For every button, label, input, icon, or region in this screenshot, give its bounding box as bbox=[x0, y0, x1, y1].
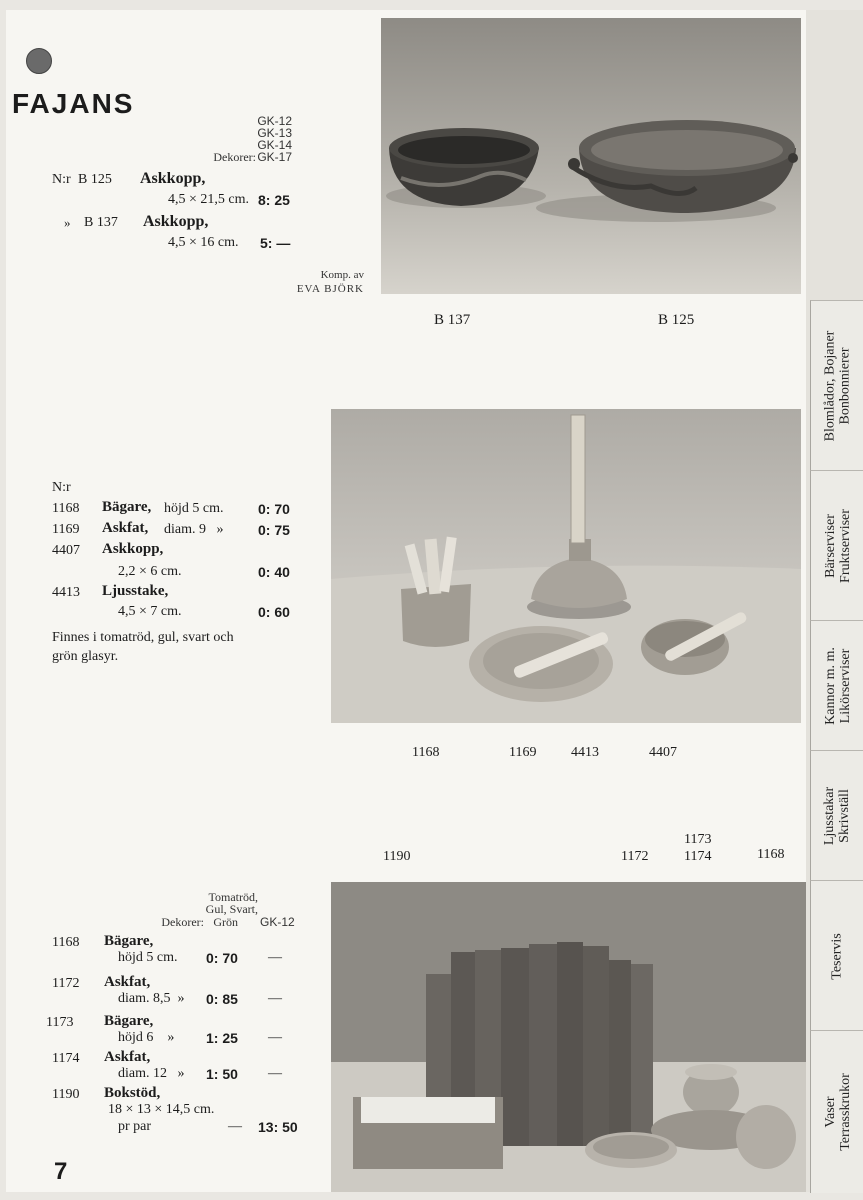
photo-caption: B 137 bbox=[434, 312, 471, 328]
item-dims: 2,2 × 6 cm. bbox=[118, 564, 182, 579]
tab-blomlador[interactable] bbox=[810, 300, 863, 471]
item-dims: 4,5 × 7 cm. bbox=[118, 604, 182, 619]
decor-color: Gul, Svart, bbox=[205, 902, 258, 916]
tab-label: Fruktserviser bbox=[837, 509, 853, 583]
photo-caption: 1168 bbox=[412, 745, 440, 760]
item-alt-price: — bbox=[268, 1066, 282, 1081]
item-alt-price: — bbox=[268, 991, 282, 1006]
credit-label: Komp. av bbox=[320, 269, 364, 281]
tab-label: Ljusstakar bbox=[822, 786, 838, 846]
item-dims: 4,5 × 21,5 cm. bbox=[168, 192, 249, 207]
item-price: 5: — bbox=[260, 235, 291, 251]
item-name: Askfat, bbox=[104, 974, 151, 990]
section-title: FAJANS bbox=[12, 88, 135, 119]
item-price: 1: 25 bbox=[206, 1030, 238, 1046]
item-name: Bokstöd, bbox=[104, 1085, 161, 1101]
decor-code: GK-13 bbox=[257, 126, 292, 140]
item-name: Bägare, bbox=[102, 499, 152, 515]
item-name: Ljusstake, bbox=[102, 583, 169, 599]
decor-label: Dekorer: bbox=[213, 150, 256, 164]
glaze-note: Finnes i tomatröd, gul, svart och bbox=[52, 630, 234, 645]
photo-bookends-set bbox=[331, 882, 806, 1192]
item-name: Askkopp, bbox=[102, 541, 164, 557]
tab-ljusstakar[interactable] bbox=[810, 750, 863, 881]
item-code: 1190 bbox=[52, 1087, 80, 1102]
nr-label: N:r bbox=[52, 480, 71, 495]
tab-barserviser[interactable] bbox=[810, 470, 863, 621]
photo-tomato-series bbox=[331, 409, 801, 723]
photo-caption: 1169 bbox=[509, 745, 537, 760]
decor-code: GK-17 bbox=[257, 150, 292, 164]
photo-caption: 4407 bbox=[649, 745, 677, 760]
decor-color: Tomatröd, bbox=[208, 890, 258, 904]
glaze-note: grön glasyr. bbox=[52, 649, 119, 664]
tab-kannor[interactable] bbox=[810, 620, 863, 751]
item-price: 0: 70 bbox=[206, 950, 238, 966]
tab-label: Kannor m. m. bbox=[822, 647, 838, 725]
tab-label: Vaser bbox=[822, 1096, 838, 1128]
item-detail: höjd 5 cm. bbox=[118, 950, 178, 965]
item-detail: diam. 8,5 » bbox=[118, 991, 185, 1006]
index-tabs bbox=[806, 10, 863, 1192]
photo-caption: 1168 bbox=[757, 847, 785, 862]
item-detail: höjd 5 cm. bbox=[164, 501, 224, 516]
item-code: 1174 bbox=[52, 1051, 80, 1066]
photo-caption: 1172 bbox=[621, 849, 649, 864]
item-alt-price: — bbox=[268, 1030, 282, 1045]
item-name: Bägare, bbox=[104, 933, 154, 949]
tab-label: Blomlådor, Bojaner bbox=[822, 330, 838, 442]
item-prefix: N:r bbox=[52, 172, 71, 187]
item-code: B 137 bbox=[84, 215, 118, 230]
tab-vaser[interactable] bbox=[810, 1030, 863, 1193]
item-alt-price: — bbox=[268, 950, 282, 965]
item-dims: 4,5 × 16 cm. bbox=[168, 235, 239, 250]
item-name: Bägare, bbox=[104, 1013, 154, 1029]
photo-caption: 4413 bbox=[571, 745, 599, 760]
decor-code: GK-12 bbox=[260, 915, 295, 929]
tab-teservis[interactable] bbox=[810, 880, 863, 1031]
item-code: 4407 bbox=[52, 543, 80, 558]
item-price: 0: 40 bbox=[258, 564, 290, 580]
item-name: Askfat, bbox=[102, 520, 149, 536]
photo-caption: 1190 bbox=[383, 849, 411, 864]
item-code: B 125 bbox=[78, 172, 112, 187]
item-detail: höjd 6 » bbox=[118, 1030, 175, 1045]
tab-label: Terrasskrukor bbox=[837, 1073, 853, 1151]
item-prefix: » bbox=[64, 215, 71, 230]
item-code: 1168 bbox=[52, 935, 80, 950]
binder-hole bbox=[26, 48, 52, 74]
tab-label: Likörserviser bbox=[837, 648, 853, 724]
page-number: 7 bbox=[54, 1158, 68, 1185]
photo-caption: 1173 bbox=[684, 832, 712, 847]
tab-label: Bärserviser bbox=[822, 514, 838, 578]
tab-label: Skrivställ bbox=[837, 789, 853, 843]
item-code: 1169 bbox=[52, 522, 80, 537]
item-detail: diam. 9 » bbox=[164, 522, 224, 537]
item-code: 1168 bbox=[52, 501, 80, 516]
item-price: 0: 85 bbox=[206, 991, 238, 1007]
item-price: 0: 60 bbox=[258, 604, 290, 620]
item-price: 1: 50 bbox=[206, 1066, 238, 1082]
decor-label: Dekorer: bbox=[161, 915, 204, 929]
item-price: 8: 25 bbox=[258, 192, 290, 208]
item-detail: pr par bbox=[118, 1119, 152, 1134]
item-name: Askkopp, bbox=[143, 213, 209, 230]
item-code: 4413 bbox=[52, 585, 80, 600]
item-code: 1173 bbox=[46, 1015, 74, 1030]
credit-designer: EVA BJÖRK bbox=[296, 283, 364, 295]
decor-code: GK-12 bbox=[257, 114, 292, 128]
photo-caption: B 125 bbox=[658, 312, 695, 328]
item-detail: 18 × 13 × 14,5 cm. bbox=[108, 1102, 215, 1117]
item-code: 1172 bbox=[52, 976, 80, 991]
tab-label: Bonbonnierer bbox=[837, 347, 853, 425]
item-name: Askkopp, bbox=[140, 170, 206, 187]
tab-label: Teservis bbox=[829, 932, 845, 980]
item-price: — bbox=[228, 1119, 242, 1134]
decor-code: GK-14 bbox=[257, 138, 292, 152]
item-price: 0: 75 bbox=[258, 522, 290, 538]
item-price: 0: 70 bbox=[258, 501, 290, 517]
photo-ashtrays-bjork bbox=[381, 18, 801, 294]
catalog-page bbox=[6, 10, 806, 1192]
item-alt-price: 13: 50 bbox=[258, 1119, 298, 1135]
item-detail: diam. 12 » bbox=[118, 1066, 185, 1081]
photo-caption: 1174 bbox=[684, 849, 712, 864]
decor-color: Grön bbox=[213, 915, 238, 929]
item-name: Askfat, bbox=[104, 1049, 151, 1065]
